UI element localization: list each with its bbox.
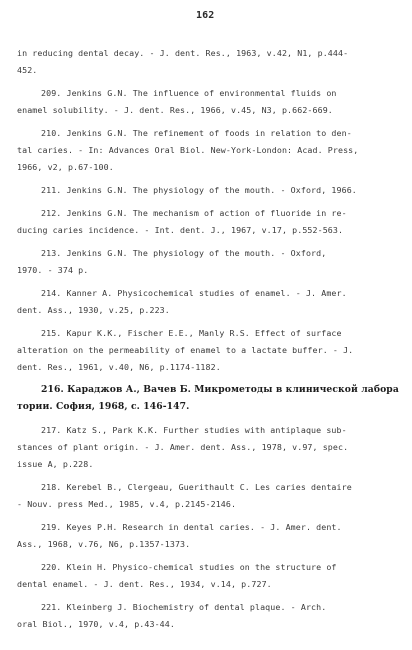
reference-217: 217. Katz S., Park K.K. Further studies with antiplaque sub- xyxy=(41,425,347,435)
text-line: 452. xyxy=(17,65,38,75)
reference-209: 209. Jenkins G.N. The influence of environmental fluids on xyxy=(41,88,337,98)
text-line: dental enamel. - J. dent. Res., 1934, v.14, p.727. xyxy=(17,579,272,589)
reference-221: 221. Kleinberg J. Biochemistry of dental plaque. - Arch. xyxy=(41,602,327,612)
text-line: tal caries. - In: Advances Oral Biol. New-York-London: Acad. Press, xyxy=(17,145,359,155)
reference-210: 210. Jenkins G.N. The refinement of foods in relation to den- xyxy=(41,128,352,138)
reference-216: 216. Караджов А., Вачев Б. Микрометоды в клинической лабора xyxy=(41,384,399,395)
text-line: 1970. - 374 p. xyxy=(17,265,89,275)
reference-211: 211. Jenkins G.N. The physiology of the mouth. - Oxford, 1966. xyxy=(41,185,357,195)
text-line: oral Biol., 1970, v.4, p.43-44. xyxy=(17,619,175,629)
text-line: Ass., 1968, v.76, N6, p.1357-1373. xyxy=(17,539,191,549)
text-line: in reducing dental decay. - J. dent. Res., 1963, v.42, N1, p.444- xyxy=(17,48,349,58)
text-line: dent. Res., 1961, v.40, N6, p.1174-1182. xyxy=(17,362,221,372)
text-line: issue A, p.228. xyxy=(17,459,94,469)
text-line: ducing caries incidence. - Int. dent. J., 1967, v.17, p.552-563. xyxy=(17,225,344,235)
text-line: тории. София, 1968, с. 146-147. xyxy=(17,401,190,412)
reference-214: 214. Kanner A. Physicochemical studies of enamel. - J. Amer. xyxy=(41,288,347,298)
text-line: 1966, v2, p.67-100. xyxy=(17,162,114,172)
reference-219: 219. Keyes P.H. Research in dental caries. - J. Amer. dent. xyxy=(41,522,342,532)
reference-212: 212. Jenkins G.N. The mechanism of action of fluoride in re- xyxy=(41,208,347,218)
page-number: 162 xyxy=(196,10,215,21)
text-line: alteration on the permeability of enamel to a lactate buffer. - J. xyxy=(17,345,354,355)
text-line: - Nouv. press Med., 1985, v.4, p.2145-2146. xyxy=(17,499,237,509)
text-line: stances of plant origin. - J. Amer. dent. Ass., 1978, v.97, spec. xyxy=(17,442,349,452)
reference-220: 220. Klein H. Physico-chemical studies on the structure of xyxy=(41,562,337,572)
text-line: dent. Ass., 1930, v.25, p.223. xyxy=(17,305,170,315)
reference-215: 215. Kapur K.K., Fischer E.E., Manly R.S. Effect of surface xyxy=(41,328,342,338)
text-line: enamel solubility. - J. dent. Res., 1966, v.45, N3, p.662-669. xyxy=(17,105,333,115)
reference-213: 213. Jenkins G.N. The physiology of the mouth. - Oxford, xyxy=(41,248,327,258)
reference-218: 218. Kerebel B., Clergeau, Guerithault C. Les caries dentaire xyxy=(41,482,352,492)
